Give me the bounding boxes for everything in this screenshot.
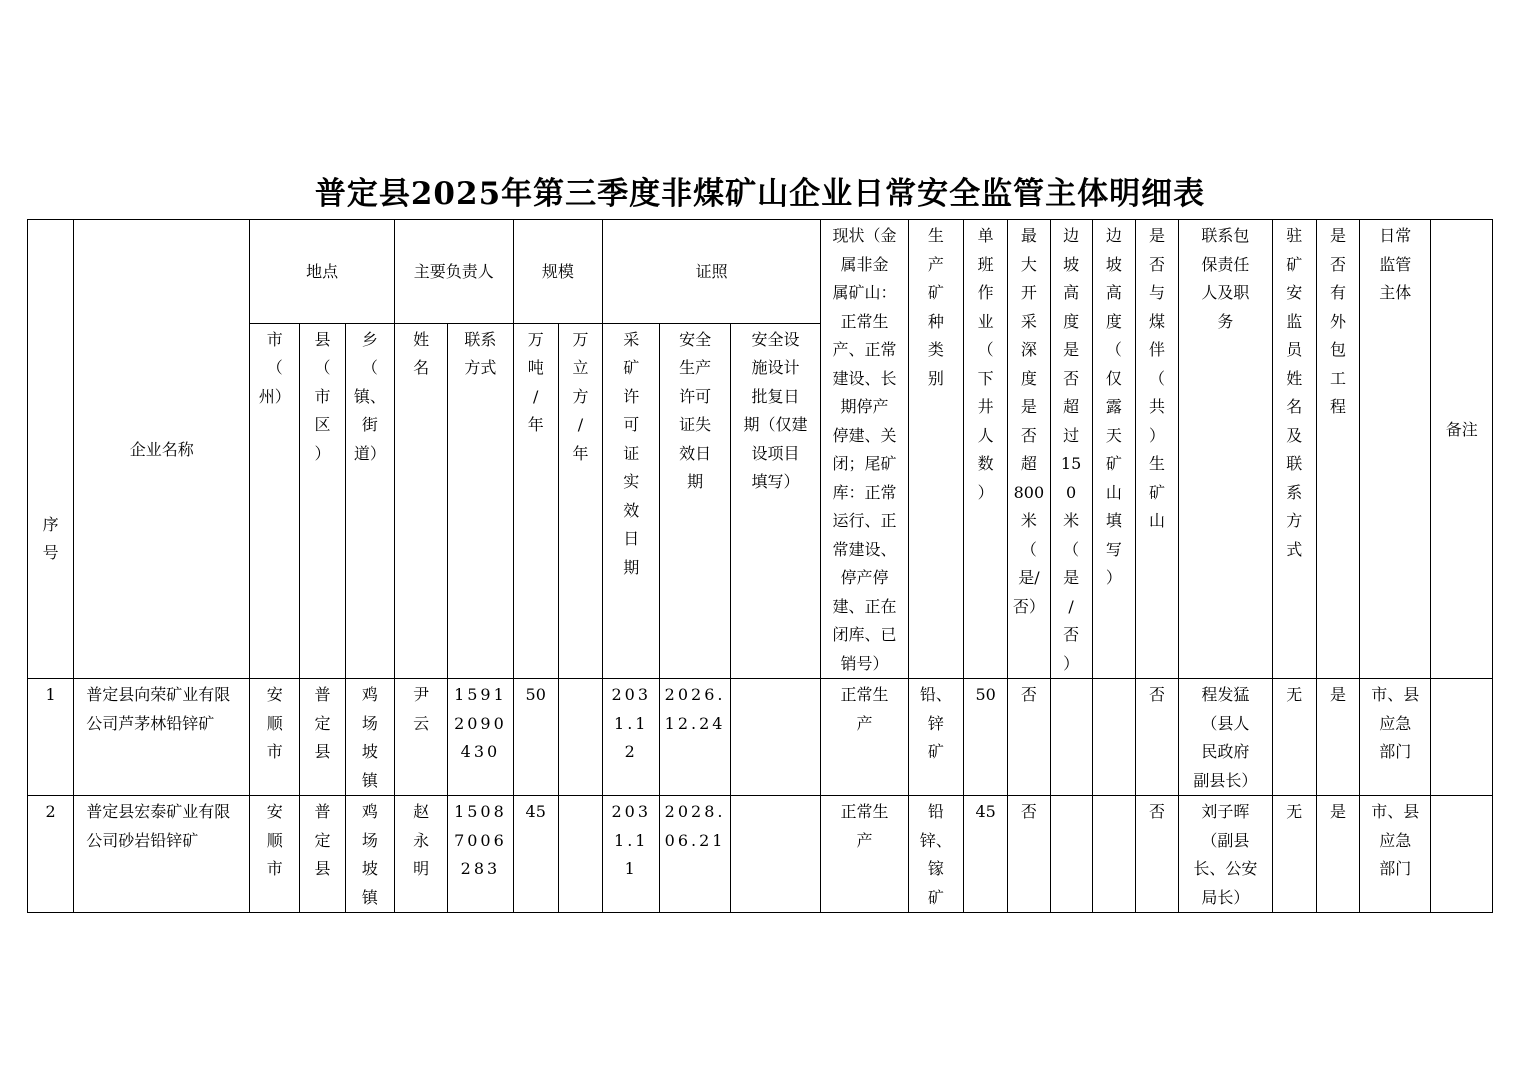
cell-shift-workers: 50: [964, 679, 1008, 796]
cell-slope-height: [1092, 679, 1135, 796]
cell-scale-ton: 45: [513, 796, 558, 913]
cell-company: 普定县向荣矿业有限公司芦茅林铅锌矿: [74, 679, 250, 796]
header-principal-name: 姓 名: [394, 323, 447, 678]
header-status: 现状（金 属非金 属矿山： 正常生 产、正常 建设、长 期停产 停建、关 闭；尾矿 库：正常 运行、正 常建设、 停产停 建、正在 闭库、已 销号）: [821, 220, 908, 679]
cell-scale-ton: 50: [513, 679, 558, 796]
page-title: 普定县2025年第三季度非煤矿山企业日常安全监管主体明细表: [314, 176, 1206, 212]
cell-outsourcing: 是: [1316, 796, 1359, 913]
header-slope150: 边 坡 高 度 是 否 超 过 15 0 米 （ 是 / 否 ）: [1050, 220, 1092, 679]
header-mineral: 生 产 矿 种 类 别: [908, 220, 963, 679]
header-inspector: 驻 矿 安 监 员 姓 名 及 联 系 方 式: [1272, 220, 1316, 679]
cell-phone: 1591 2090 430: [448, 679, 513, 796]
header-remarks: 备注: [1431, 220, 1493, 679]
cell-name: 赵 永 明: [394, 796, 447, 913]
header-scale-ton: 万 吨 / 年: [513, 323, 558, 678]
cell-county: 普 定 县: [300, 796, 345, 913]
header-license: 证照: [603, 220, 821, 324]
cell-coal-assoc: 否: [1135, 796, 1178, 913]
header-shift-workers: 单 班 作 业 （ 下 井 人 数 ）: [964, 220, 1008, 679]
cell-name: 尹 云: [394, 679, 447, 796]
table-row: [28, 679, 1493, 796]
cell-supervisor: 市、县 应急 部门: [1360, 796, 1431, 913]
header-loc-city: 市 （ 州）: [250, 323, 300, 678]
header-supervisor: 日常 监管 主体: [1360, 220, 1431, 679]
cell-license-mining: 203 1.1 2: [603, 679, 660, 796]
cell-license-mining: 203 1.1 1: [603, 796, 660, 913]
header-slope-height: 边 坡 高 度 （ 仅 露 天 矿 山 填 写 ）: [1092, 220, 1135, 679]
header-license-safety: 安全 生产 许可 证失 效日 期: [660, 323, 730, 678]
cell-slope150: [1050, 679, 1092, 796]
cell-remarks: [1431, 796, 1493, 913]
cell-mineral: 铅、 锌 矿: [908, 679, 963, 796]
cell-status: 正常生 产: [821, 679, 908, 796]
cell-liaison: 刘子晖 （副县 长、公安 局长）: [1179, 796, 1273, 913]
header-outsourcing: 是 否 有 外 包 工 程: [1316, 220, 1359, 679]
cell-liaison: 程发猛 （县人 民政府 副县长）: [1179, 679, 1273, 796]
table-row: [28, 796, 1493, 913]
cell-inspector: 无: [1272, 796, 1316, 913]
cell-slope-height: [1092, 796, 1135, 913]
cell-status: 正常生 产: [821, 796, 908, 913]
header-location: 地点: [250, 220, 395, 324]
header-scale-m3: 万 立 方 / 年: [558, 323, 602, 678]
header-row-1: [28, 220, 1493, 324]
cell-license-design: [730, 796, 821, 913]
header-loc-town: 乡 （ 镇、 街 道）: [345, 323, 394, 678]
header-seq: 序 号: [28, 220, 74, 679]
cell-scale-m3: [558, 679, 602, 796]
cell-town: 鸡 场 坡 镇: [345, 796, 394, 913]
cell-city: 安 顺 市: [250, 679, 300, 796]
cell-phone: 1508 7006 283: [448, 796, 513, 913]
cell-supervisor: 市、县 应急 部门: [1360, 679, 1431, 796]
cell-city: 安 顺 市: [250, 796, 300, 913]
cell-inspector: 无: [1272, 679, 1316, 796]
header-scale: 规模: [513, 220, 602, 324]
header-license-mining: 采 矿 许 可 证 实 效 日 期: [603, 323, 660, 678]
header-coal-assoc: 是 否 与 煤 伴 （ 共 ） 生 矿 山: [1135, 220, 1178, 679]
cell-remarks: [1431, 679, 1493, 796]
cell-county: 普 定 县: [300, 679, 345, 796]
cell-seq: 1: [28, 679, 74, 796]
cell-license-safety: 2026. 12.24: [660, 679, 730, 796]
cell-shift-workers: 45: [964, 796, 1008, 913]
header-principal: 主要负责人: [394, 220, 513, 324]
header-liaison: 联系包 保责任 人及职 务: [1179, 220, 1273, 679]
mine-supervision-table: [27, 219, 1493, 913]
header-license-design: 安全设 施设计 批复日 期（仅建 设项目 填写）: [730, 323, 821, 678]
header-loc-county: 县 （ 市 区 ）: [300, 323, 345, 678]
header-company: 企业名称: [74, 220, 250, 679]
cell-slope150: [1050, 796, 1092, 913]
cell-outsourcing: 是: [1316, 679, 1359, 796]
header-depth800: 最 大 开 采 深 度 是 否 超 800 米 （ 是/ 否）: [1008, 220, 1050, 679]
cell-mineral: 铅 锌、 镓 矿: [908, 796, 963, 913]
header-principal-phone: 联系 方式: [448, 323, 513, 678]
cell-depth800: 否: [1008, 796, 1050, 913]
cell-scale-m3: [558, 796, 602, 913]
cell-coal-assoc: 否: [1135, 679, 1178, 796]
cell-seq: 2: [28, 796, 74, 913]
cell-company: 普定县宏泰矿业有限公司砂岩铅锌矿: [74, 796, 250, 913]
cell-town: 鸡 场 坡 镇: [345, 679, 394, 796]
cell-license-safety: 2028. 06.21: [660, 796, 730, 913]
cell-license-design: [730, 679, 821, 796]
cell-depth800: 否: [1008, 679, 1050, 796]
